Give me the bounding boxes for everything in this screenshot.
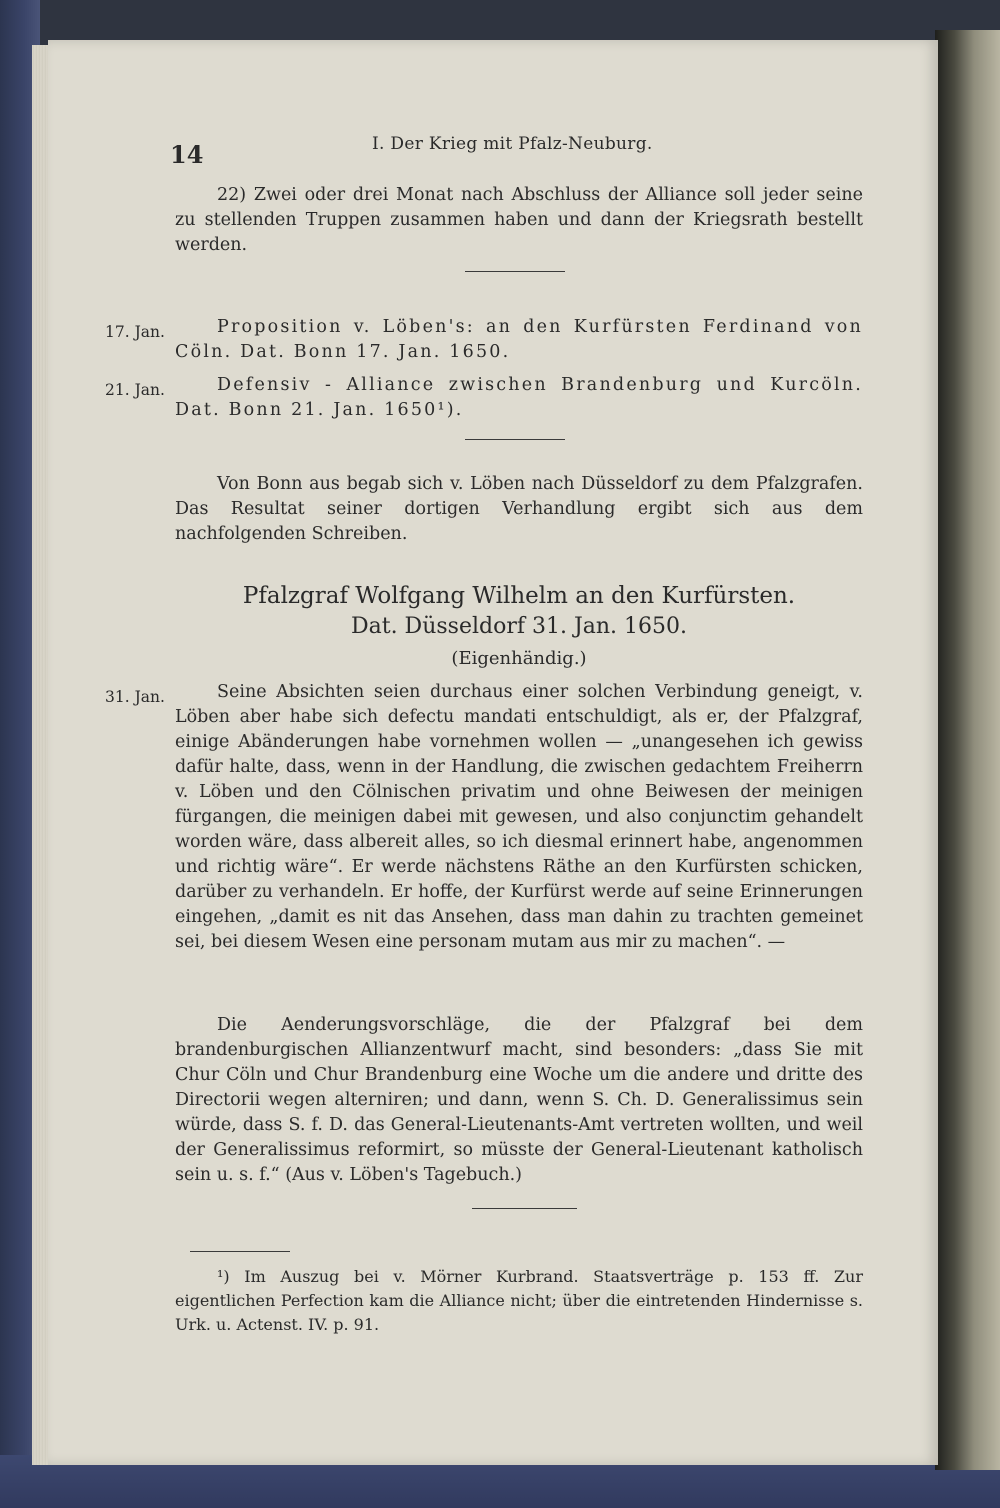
running-title: I. Der Krieg mit Pfalz-Neuburg.: [372, 134, 653, 154]
entry-21-jan-text: Defensiv - Alliance zwischen Brandenburg und Kurcöln. Dat. Bonn 21. Jan. 1650¹).: [175, 375, 863, 420]
divider-rule-2: [465, 439, 565, 440]
footnote-1: ¹) Im Auszug bei v. Mörner Kurbrand. Staatsverträge p. 153 ff. Zur eigentlichen Perfection kam die Alliance nicht; über die eintretenden Hindernisse s. Urk. u. Actenst. IV. p. 91.: [175, 1267, 863, 1334]
paragraph-22: 22) Zwei oder drei Monat nach Abschluss der Alliance soll jeder seine zu stellenden Truppen zusammen haben und dann der Kriegsrath bestellt werden.: [175, 185, 863, 255]
letter-heading-note: (Eigenhändig.): [451, 648, 587, 669]
entry-21-jan: [175, 373, 863, 423]
margin-date-21-jan: 21. Jan.: [105, 381, 165, 399]
page-number: 14: [170, 140, 204, 169]
entry-17-jan-text: Proposition v. Löben's: an den Kurfürsten Ferdinand von Cöln. Dat. Bonn 17. Jan. 1650.: [175, 317, 863, 362]
margin-date-31-jan: 31. Jan.: [105, 688, 165, 706]
entry-17-jan: [175, 315, 863, 365]
divider-rule-3: [472, 1208, 577, 1209]
margin-date-17-jan: 17. Jan.: [105, 323, 165, 341]
adjacent-page-edge: [935, 30, 1000, 1470]
letter-heading-date: Dat. Düsseldorf 31. Jan. 1650.: [350, 614, 688, 639]
divider-rule-1: [465, 271, 565, 272]
letter-heading-title: Pfalzgraf Wolfgang Wilhelm an den Kurfürsten.: [242, 583, 796, 609]
footnote-rule: [190, 1251, 290, 1252]
letter-summary-31-jan: Seine Absichten seien durchaus einer solchen Verbindung geneigt, v. Löben aber habe sich defectu mandati entschuldigt, als er, der Pfalzgraf, einige Abänderungen habe vornehmen wollen — „unangesehen ich gewiss dafür halte, dass, wenn in der Handlung, die zwischen gedachtem Freiherrn v. Löben und den Cölnischen privatim und ohne Beiwesen der meinigen fürgangen, die meinigen dabei mit gewesen, und also conjunctim gehandelt worden wäre, dass albereit alles, so ich diesmal erinnert habe, angenommen und richtig wäre“. Er werde nächstens Räthe an den Kurfürsten schicken, darüber zu verhandeln. Er hoffe, der Kurfürst werde auf seine Erinnerungen eingehen, „damit es nit das Ansehen, dass man dahin zu trachten gemeinet sei, bei diesem Wesen eine personam mutam aus mir zu machen“. —: [175, 682, 863, 952]
paragraph-bonn: Von Bonn aus begab sich v. Löben nach Düsseldorf zu dem Pfalzgrafen. Das Resultat seiner dortigen Verhandlung ergibt sich aus dem nachfolgenden Schreiben.: [175, 474, 863, 544]
paragraph-aenderungsvorschlaege: Die Aenderungsvorschläge, die der Pfalzgraf bei dem brandenburgischen Allianzentwurf macht, sind besonders: „dass Sie mit Chur Cöln und Chur Brandenburg eine Woche um die andere und dritte des Directorii wegen alterniren; und dann, wenn S. Ch. D. Generalissimus sein würde, dass S. f. D. das General-Lieutenants-Amt vertreten wollten, und weil der Generalissimus reformirt, so müsste der General-Lieutenant katholisch sein u. s. f.“ (Aus v. Löben's Tagebuch.): [175, 1015, 863, 1185]
